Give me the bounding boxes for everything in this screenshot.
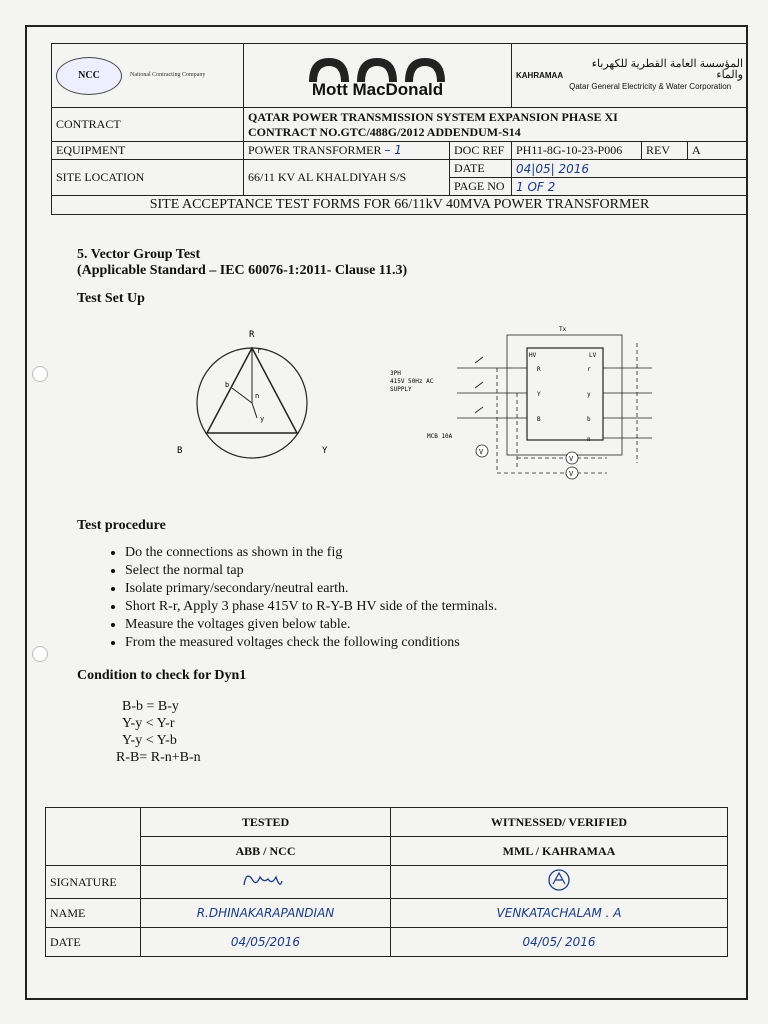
procedure-item: • Do the connections as shown in the fig [125, 544, 717, 562]
supply-label-2: 415V 50Hz AC [390, 378, 434, 385]
document-page [25, 25, 748, 1000]
site-label: SITE LOCATION [52, 160, 244, 196]
contract-value [244, 108, 748, 142]
procedure-item: • Short R-r, Apply 3 phase 415V to R-Y-B HV side of the terminals. [125, 598, 717, 616]
tx-terminal-small-b: b [587, 416, 591, 423]
date-label-signoff: DATE [46, 928, 141, 957]
name-label: NAME [46, 899, 141, 928]
condition-list [116, 698, 717, 766]
signature-label: SIGNATURE [46, 866, 141, 899]
tx-terminal-small-y: y [587, 391, 591, 398]
small-r-label: r [257, 347, 262, 355]
condition-item: B-b = B-y [122, 699, 179, 714]
small-y-label: y [260, 415, 265, 423]
consultant-logo-cell [244, 44, 512, 108]
tested-signature-icon [236, 869, 296, 891]
section-standard: (Applicable Standard – IEC 60076-1:2011- Clause 11.3) [77, 263, 408, 278]
witnessed-date: 04/05/ 2016 [391, 928, 728, 957]
kahramaa-logo: KAHRAMAA [516, 71, 564, 80]
witnessed-name: VENKATACHALAM . A [391, 899, 728, 928]
witnessed-signature-cell [391, 866, 728, 899]
ncc-subtitle: National Contracting Company [130, 72, 206, 78]
tx-terminal-small-r: r [587, 366, 591, 373]
tx-terminal-r: R [537, 366, 541, 373]
equipment-hand: – 1 [384, 143, 402, 157]
tested-header: TESTED [141, 808, 391, 837]
condition-item: Y-y < Y-b [122, 733, 177, 748]
voltmeter-1-label: V [479, 448, 484, 456]
mcb-switch-y [475, 382, 483, 388]
pageno-label: PAGE NO [450, 178, 512, 196]
form-title: SITE ACCEPTANCE TEST FORMS FOR 66/11kV 40MVA POWER TRANSFORMER [52, 196, 748, 215]
tested-date: 04/05/2016 [141, 928, 391, 957]
small-b-label: b [225, 381, 230, 389]
procedure-item: • Select the normal tap [125, 562, 717, 580]
consultant-name: Mott MacDonald [311, 79, 444, 99]
phase-b-label: B [177, 446, 183, 456]
tested-signature-cell [141, 866, 391, 899]
mcb-label: MCB 10A [427, 433, 453, 440]
procedure-item: • Measure the voltages given below table. [125, 616, 717, 634]
contract-label: CONTRACT [52, 108, 244, 142]
lv-label: LV [589, 352, 597, 359]
witnessed-org: MML / KAHRAMAA [391, 837, 728, 866]
contract-line-1: QATAR POWER TRANSMISSION SYSTEM EXPANSION PHASE XI [248, 109, 618, 124]
date-label: DATE [450, 160, 512, 178]
client-logo-cell [512, 44, 748, 108]
supply-label-3: SUPPLY [390, 386, 412, 393]
docref-label: DOC REF [450, 142, 512, 160]
witnessed-signature-icon [539, 868, 579, 892]
pageno-value: 1 OF 2 [512, 178, 748, 196]
phase-y-label: Y [322, 446, 328, 456]
test-setup-diagram [137, 313, 657, 493]
small-n-label: n [255, 392, 260, 400]
mcb-switch-b [475, 407, 483, 413]
site-value: 66/11 KV AL KHALDIYAH S/S [244, 160, 450, 196]
voltmeter-3-label: V [569, 470, 574, 478]
section-title: 5. Vector Group Test [77, 247, 201, 262]
ncc-logo: NCC [56, 57, 122, 95]
condition-title: Condition to check for Dyn1 [77, 668, 247, 683]
equipment-label: EQUIPMENT [52, 142, 244, 160]
date-value: 04|05| 2016 [512, 160, 748, 178]
client-name-arabic: المؤسسة العامة القطرية للكهرباء والماء [591, 58, 743, 81]
setup-title: Test Set Up [77, 291, 145, 306]
star-leg-b [232, 388, 252, 403]
docref-value: PH11-8G-10-23-P006 [512, 142, 642, 160]
procedure-item: • Isolate primary/secondary/neutral earth. [125, 580, 717, 598]
supply-label-1: 3PH [390, 370, 401, 377]
tested-org: ABB / NCC [141, 837, 391, 866]
contract-line-2: CONTRACT NO.GTC/488G/2012 ADDENDUM-S14 [248, 124, 521, 139]
tested-name: R.DHINAKARAPANDIAN [141, 899, 391, 928]
ncc-logo-cell [52, 44, 244, 108]
mcb-switch-r [475, 357, 483, 363]
header-table [51, 43, 748, 215]
hv-label: HV [529, 352, 537, 359]
phase-r-label: R [249, 330, 255, 340]
equipment-value-cell [244, 142, 450, 160]
tx-terminal-small-n: n [587, 436, 591, 443]
condition-item: Y-y < Y-r [122, 716, 175, 731]
main-content [77, 247, 717, 766]
transformer-outline [507, 335, 622, 455]
star-leg-y [252, 403, 257, 418]
voltmeter-2-label: V [569, 455, 574, 463]
rev-label: REV [642, 142, 688, 160]
rev-value: A [688, 142, 748, 160]
signoff-table [45, 807, 728, 957]
signoff-corner [46, 808, 141, 866]
tx-label: Tx [559, 326, 567, 333]
procedure-item: • From the measured voltages check the following conditions [125, 634, 717, 652]
client-name: Qatar General Electricity & Water Corporation [569, 82, 732, 91]
witnessed-header: WITNESSED/ VERIFIED [391, 808, 728, 837]
tx-terminal-y: Y [537, 391, 541, 398]
procedure-list [77, 544, 717, 652]
tx-terminal-b: B [537, 416, 541, 423]
equipment-value: POWER TRANSFORMER [248, 143, 382, 157]
procedure-title: Test procedure [77, 518, 166, 533]
condition-item: R-B= R-n+B-n [116, 750, 201, 765]
